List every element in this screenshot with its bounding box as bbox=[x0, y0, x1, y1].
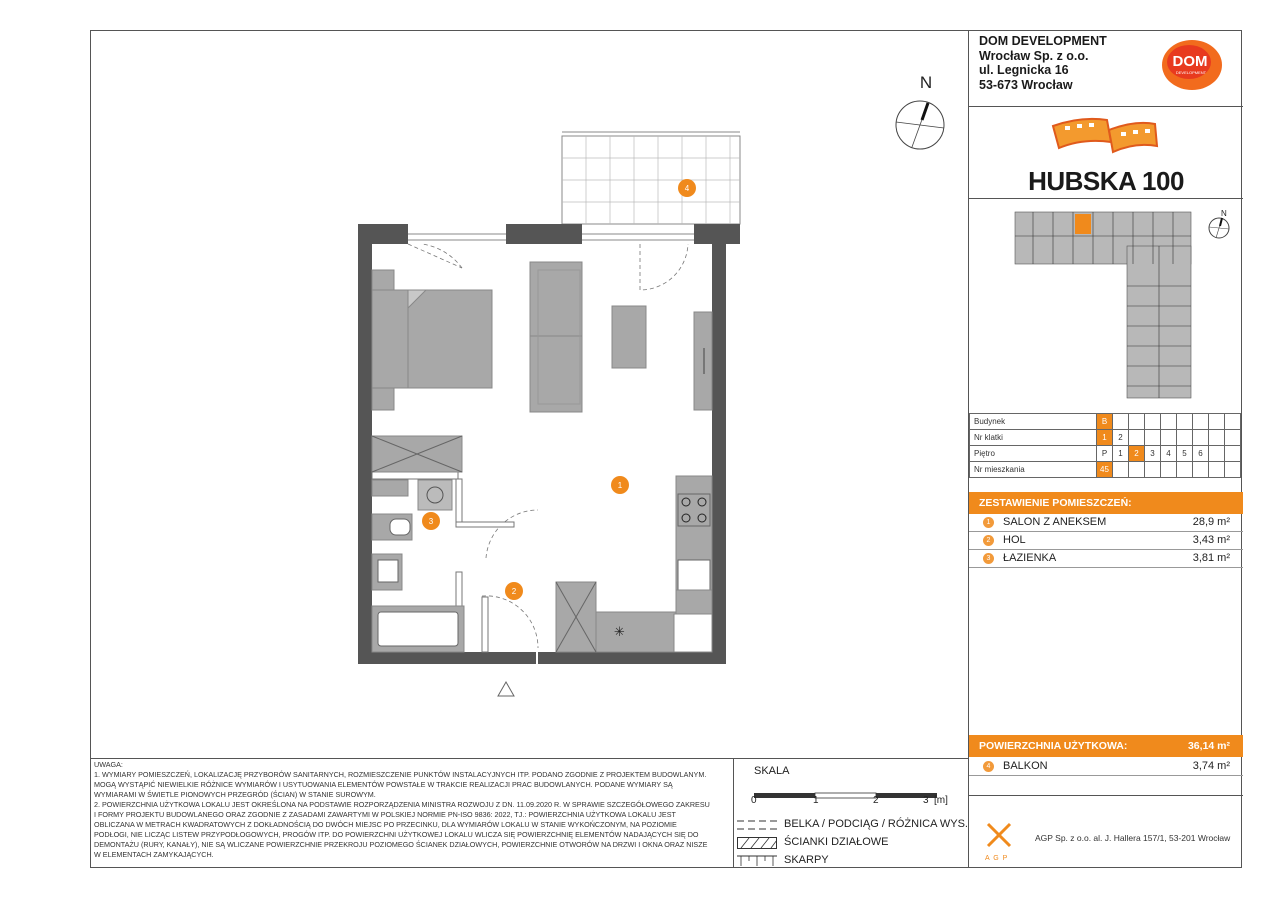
scale-tick: 3 bbox=[923, 795, 929, 806]
room-pin-2 bbox=[505, 582, 523, 600]
floor-plan-drawing bbox=[90, 30, 968, 758]
floor-plan bbox=[90, 30, 968, 758]
summary-header: ZESTAWIENIE POMIESZCZEŃ: bbox=[979, 497, 1132, 509]
info-cell bbox=[1145, 414, 1161, 430]
notes: UWAGA: 1. WYMIARY POMIESZCZEŃ, LOKALIZACJĘ PRZYBORÓW SANITARNYCH, ROZMIESZCZENIE PUNKTÓW INSTALACYJNYCH ITP. PODANO ZGODNIE Z PROJEKTEM BUDOWLANYM. MOGĄ WYSTĄPIĆ NIEWIELKIE RÓŻNICE WYMIARÓW I USYTUOWANIA ELEMENTÓW POWSTAŁE W TRAKCIE REALIZACJI PRAC BUDOWLANYCH. PODANE WYMIARY SĄ WYMIARAMI W ŚWIETLE PIONOWYCH PRZEGRÓD (ŚCIAN) W STANIE SUROWYM. 2. POWIERZCHNIA UŻYTKOWA LOKALU JEST OKREŚLONA NA PODSTAWIE ROZPORZĄDZENIA MINISTRA ROZWOJU Z DN. 11.09.2020 R. W SPRAWIE SZCZEGÓŁOWEGO ZAKRESU I FORMY PROJEKTU BUDOWLANEGO ORAZ ZGODNIE Z ZASADAMI ZAWARTYMI W POLSKIEJ NORMIE PN-ISO 9836: 2022, TJ.: POWIERZCHNIA UŻYTKOWA LOKALU JEST OBLICZANA W METRACH KWADRATOWYCH Z DOKŁADNOŚCIĄ DO DWÓCH MIEJSC PO PRZECINKU, DLA WYMIARÓW LOKALU W STANIE WYKOŃCZONYM, NA POZIOMIE PODŁOGI, NIE LICZĄC LISTEW PRZYPODŁOGOWYCH, PROGÓW ITP. DO POWIERZCHNI UŻYTKOWEJ LOKALU WLICZA SIĘ POWIERZCHNIĘ ELEMENTÓW NADAJĄCYCH SIĘ DO DEMONTAŻU (RURY, KANAŁY), NIE SĄ WLICZANE POWIERZCHNIE PRZEKROJU POZIOMEGO ŚCIANEK DZIAŁOWYCH, POWIERZCHNIE OTWORÓW NA DRZWI I OKNA ORAZ NISZE W ELEMENTACH ZAMYKAJĄCYCH. bbox=[94, 760, 710, 859]
info-row-label: Nr klatki bbox=[970, 430, 1097, 446]
room-row: 3 ŁAZIENKA 3,81 m² bbox=[969, 550, 1243, 568]
info-cell bbox=[1193, 462, 1209, 478]
legend-partition-icon bbox=[737, 836, 777, 854]
svg-text:✳: ✳ bbox=[614, 625, 625, 640]
info-row bbox=[970, 446, 1241, 462]
entrance-marker-icon bbox=[498, 682, 514, 696]
info-cell bbox=[1193, 414, 1209, 430]
legend-beam-label: BELKA / PODCIĄG / RÓŻNICA WYS. bbox=[784, 818, 968, 830]
svg-text:3: 3 bbox=[428, 517, 434, 526]
wardrobe bbox=[694, 312, 712, 410]
info-cell bbox=[1225, 462, 1241, 478]
legend-slope-icon bbox=[737, 854, 777, 872]
room-pin-3 bbox=[422, 512, 440, 530]
svg-text:2: 2 bbox=[511, 587, 517, 596]
total-area-value: 36,14 m² bbox=[1187, 740, 1230, 752]
info-cell bbox=[1225, 430, 1241, 446]
info-cell: 2 bbox=[1129, 446, 1145, 462]
bed bbox=[372, 270, 492, 410]
apartment-highlight bbox=[1075, 214, 1091, 234]
svg-text:4: 4 bbox=[684, 184, 690, 193]
room-pin-4 bbox=[678, 179, 696, 197]
north-arrow-icon bbox=[896, 101, 944, 149]
dom-logo bbox=[1159, 36, 1225, 92]
info-cell bbox=[1177, 414, 1193, 430]
scale-tick: 1 bbox=[813, 795, 819, 806]
room-row: 2 HOL 3,43 m² bbox=[969, 532, 1243, 550]
info-cell: 3 bbox=[1145, 446, 1161, 462]
info-cell bbox=[1225, 414, 1241, 430]
scale-unit: [m] bbox=[934, 795, 948, 806]
info-row-label: Nr mieszkania bbox=[970, 462, 1097, 478]
building-key-plan bbox=[1013, 206, 1243, 404]
info-cell bbox=[1209, 462, 1225, 478]
company-address bbox=[979, 34, 1107, 92]
info-cell bbox=[1225, 446, 1241, 462]
agp-address: AGP Sp. z o.o. al. J. Hallera 157/1, 53-201 Wrocław bbox=[1035, 833, 1231, 843]
sofa bbox=[530, 262, 582, 412]
info-panel bbox=[968, 30, 1242, 868]
coffee-table bbox=[612, 306, 646, 368]
north-label: N bbox=[919, 73, 933, 92]
info-cell bbox=[1145, 430, 1161, 446]
info-cell bbox=[1129, 414, 1145, 430]
info-row-label: Piętro bbox=[970, 446, 1097, 462]
company-name: DOM DEVELOPMENT bbox=[979, 34, 1107, 48]
agp-logo-icon bbox=[985, 822, 1013, 848]
info-cell bbox=[1129, 430, 1145, 446]
info-cell: 4 bbox=[1161, 446, 1177, 462]
scale-tick: 0 bbox=[751, 795, 757, 806]
info-cell bbox=[1129, 462, 1145, 478]
room-pin-1 bbox=[611, 476, 629, 494]
balcony-row: 4 BALKON 3,74 m² bbox=[969, 758, 1243, 776]
info-cell: 6 bbox=[1193, 446, 1209, 462]
info-cell: B bbox=[1097, 414, 1113, 430]
agp-logo-text: A G P bbox=[985, 855, 1009, 862]
info-row bbox=[970, 414, 1241, 430]
info-cell bbox=[1113, 462, 1129, 478]
svg-text:DOM: DOM bbox=[1172, 53, 1208, 70]
summary-header-bar bbox=[969, 492, 1243, 514]
scale-tick: 2 bbox=[873, 795, 879, 806]
company-street: ul. Legnicka 16 bbox=[979, 63, 1069, 77]
info-cell: 1 bbox=[1113, 446, 1129, 462]
legend-slope-label: SKARPY bbox=[784, 854, 829, 866]
info-cell: 2 bbox=[1113, 430, 1129, 446]
info-cell bbox=[1209, 414, 1225, 430]
project-title: HUBSKA 100 bbox=[1028, 166, 1184, 196]
total-area-label: POWIERZCHNIA UŻYTKOWA: bbox=[979, 740, 1128, 752]
total-area-bar bbox=[969, 735, 1243, 757]
info-cell bbox=[1113, 414, 1129, 430]
film-strip-logo bbox=[1051, 112, 1161, 160]
info-cell bbox=[1193, 430, 1209, 446]
info-cell bbox=[1209, 446, 1225, 462]
room-row: 1 SALON Z ANEKSEM 28,9 m² bbox=[969, 514, 1243, 532]
info-row-label: Budynek bbox=[970, 414, 1097, 430]
scale-label: SKALA bbox=[754, 765, 790, 777]
info-cell: 1 bbox=[1097, 430, 1113, 446]
info-cell: 5 bbox=[1177, 446, 1193, 462]
company-city: 53-673 Wrocław bbox=[979, 77, 1073, 92]
info-row bbox=[970, 430, 1241, 446]
washing-machine bbox=[418, 480, 452, 510]
svg-text:N: N bbox=[1221, 209, 1227, 218]
info-row bbox=[970, 462, 1241, 478]
info-cell bbox=[1177, 430, 1193, 446]
company-line-2: Wrocław Sp. z o.o. bbox=[979, 48, 1089, 63]
info-cell bbox=[1161, 430, 1177, 446]
balcony bbox=[562, 132, 740, 224]
closet bbox=[372, 436, 462, 472]
svg-text:DEVELOPMENT: DEVELOPMENT bbox=[1175, 70, 1207, 75]
info-cell bbox=[1161, 414, 1177, 430]
svg-text:1: 1 bbox=[617, 481, 623, 490]
info-cell bbox=[1161, 462, 1177, 478]
legend-beam-icon bbox=[737, 818, 777, 836]
info-cell: P bbox=[1097, 446, 1113, 462]
info-cell bbox=[1177, 462, 1193, 478]
unit-info-table bbox=[969, 413, 1241, 478]
info-cell bbox=[1209, 430, 1225, 446]
info-cell: 45 bbox=[1097, 462, 1113, 478]
info-cell bbox=[1145, 462, 1161, 478]
scale-bar bbox=[754, 787, 938, 795]
legend-partition-label: ŚCIANKI DZIAŁOWE bbox=[784, 836, 889, 848]
key-plan-north-icon bbox=[1209, 218, 1229, 238]
